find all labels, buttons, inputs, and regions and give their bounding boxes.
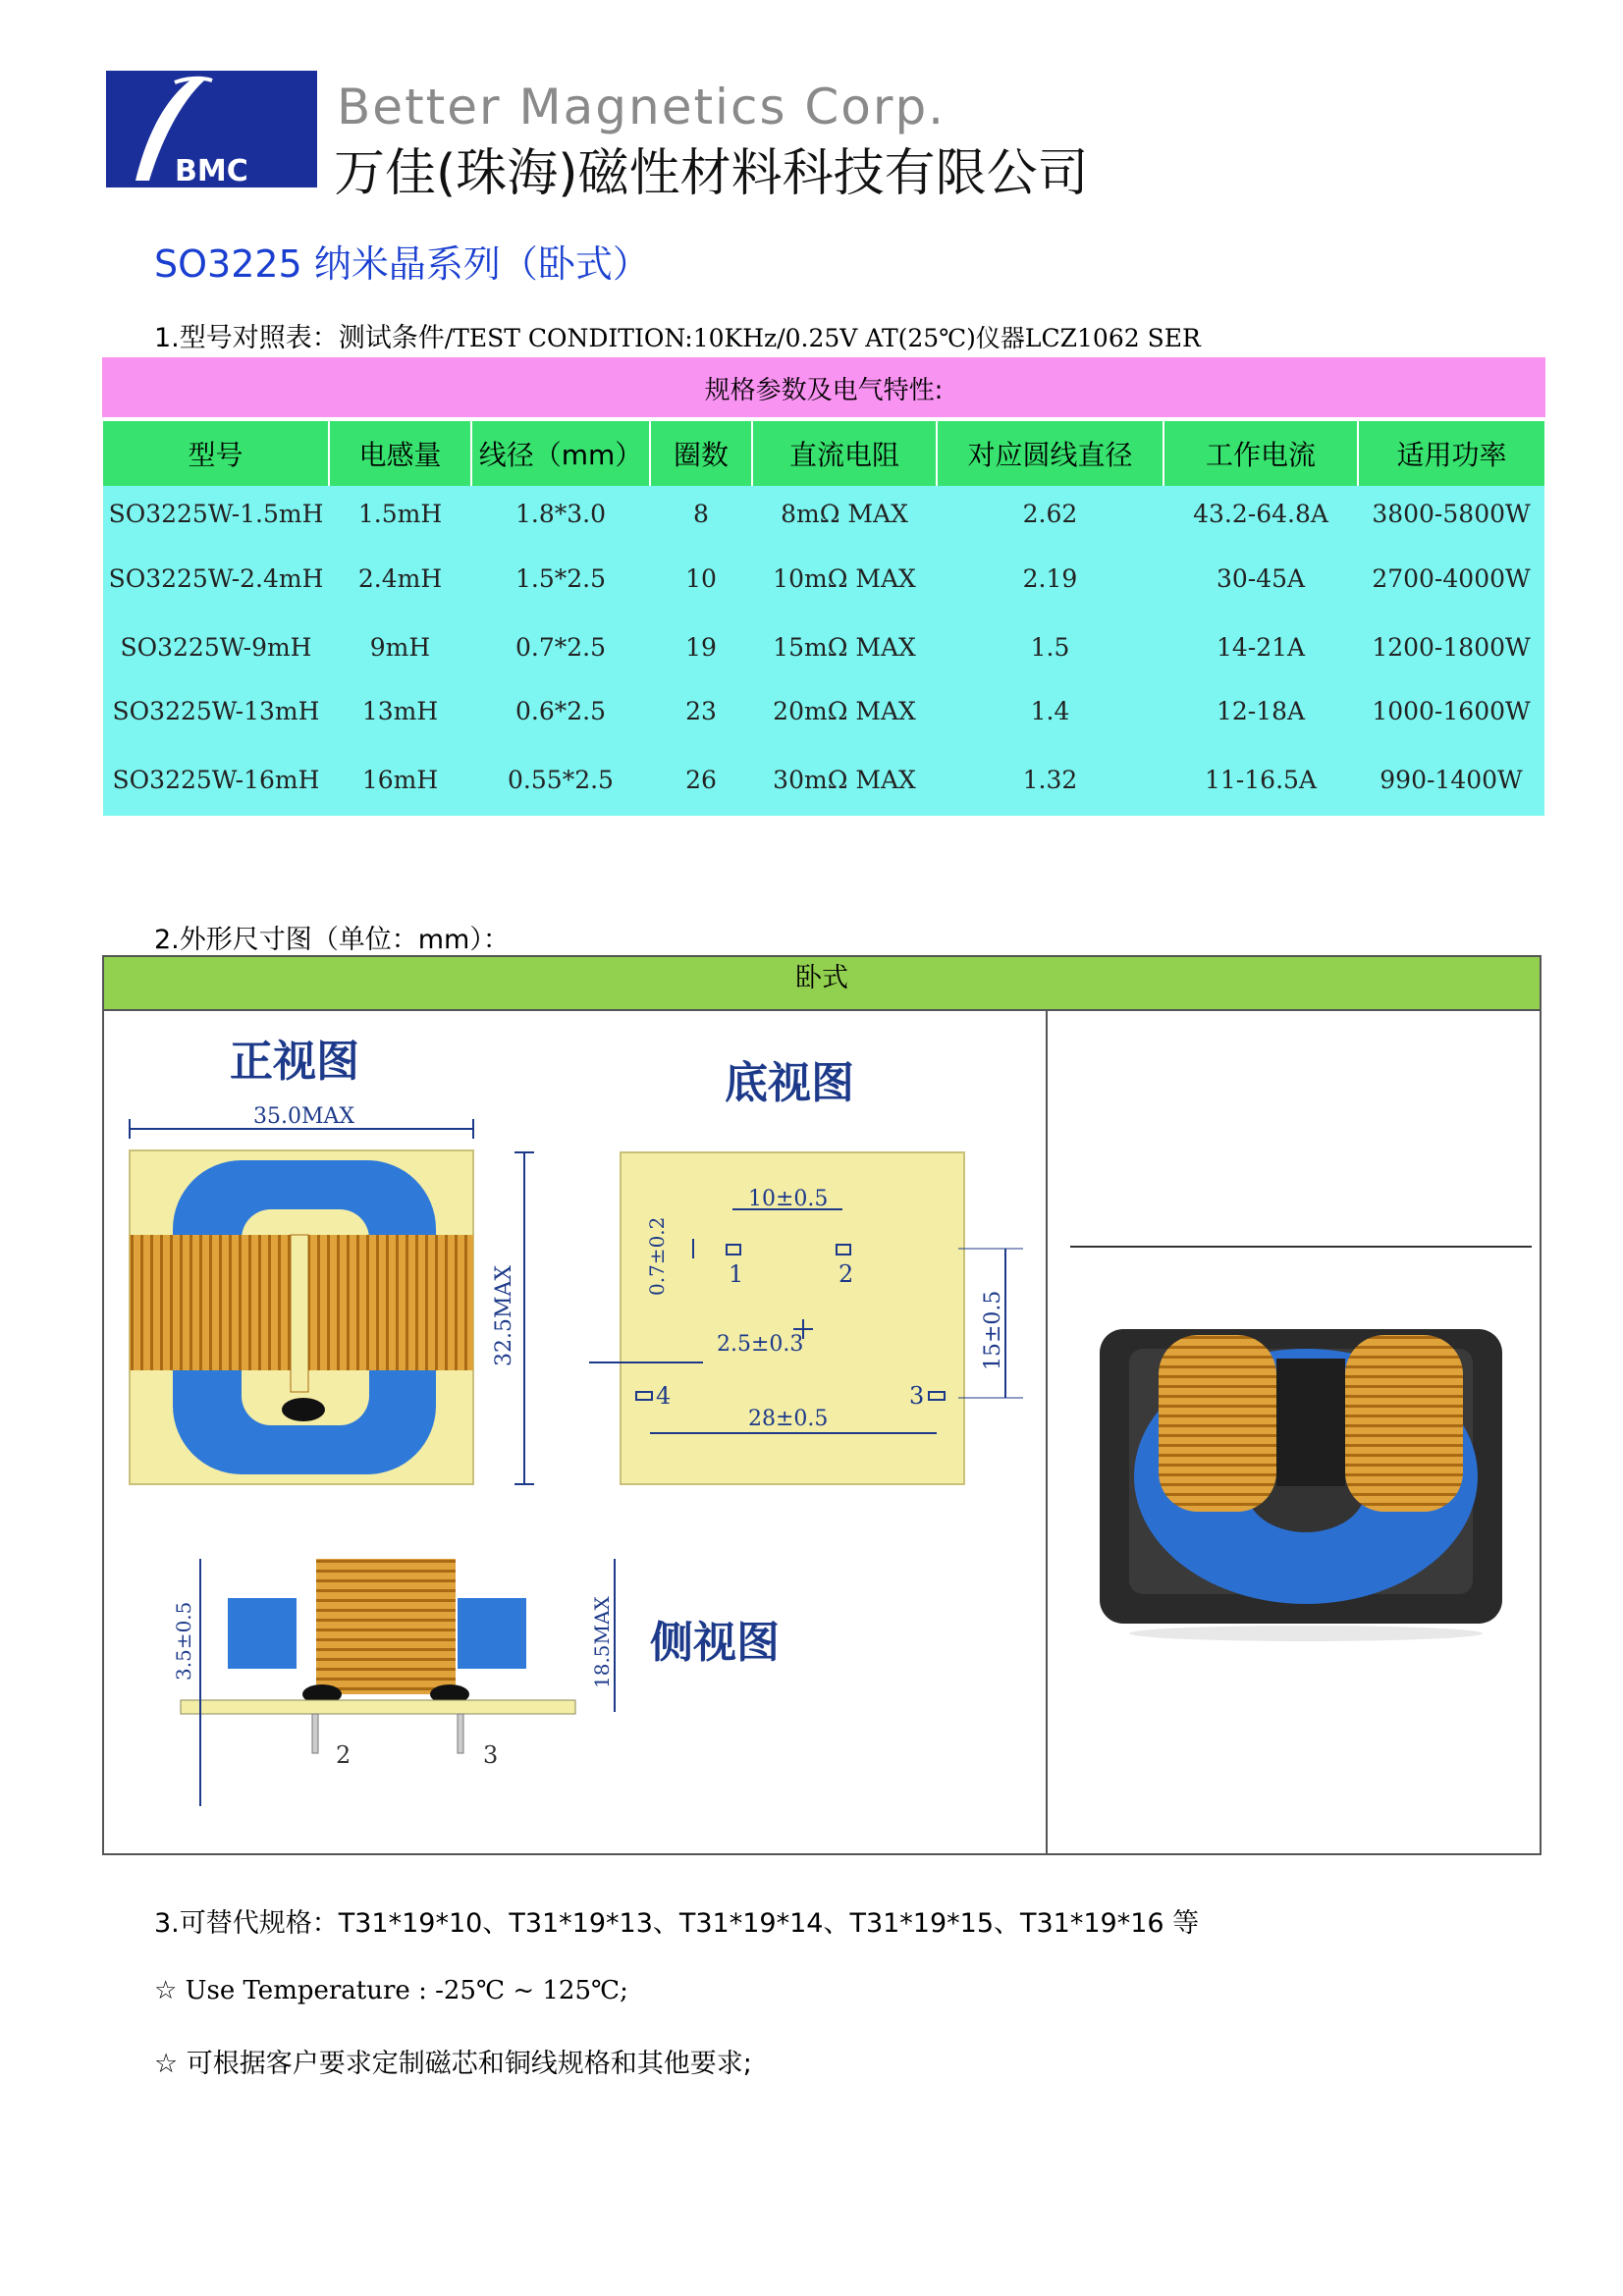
table-cell: 23 xyxy=(650,678,752,743)
table-cell: 15mΩ MAX xyxy=(752,615,937,678)
table-cell: 14-21A xyxy=(1163,615,1358,678)
table-cell: 16mH xyxy=(329,743,471,816)
section-1-label: 1.型号对照表：测试条件 xyxy=(154,323,445,353)
front-view-title: 正视图 xyxy=(230,1037,359,1087)
table-cell: 0.6*2.5 xyxy=(471,678,650,743)
side-pin-2-label: 2 xyxy=(336,1741,352,1769)
table-cell: 1.32 xyxy=(937,743,1163,816)
table-cell: 9mH xyxy=(329,615,471,678)
column-header: 线径（mm） xyxy=(471,419,650,486)
spec-table xyxy=(102,357,1545,816)
table-cell: 990-1400W xyxy=(1358,743,1544,816)
table-cell: 11-16.5A xyxy=(1163,743,1358,816)
table-cell: 30-45A xyxy=(1163,541,1358,615)
note-temperature: ☆ Use Temperature : -25℃ ~ 125℃; xyxy=(154,1976,628,2005)
section-2-heading: 2.外形尺寸图（单位：mm）： xyxy=(154,925,510,955)
note-customization: ☆ 可根据客户要求定制磁芯和铜线规格和其他要求; xyxy=(154,2049,752,2079)
pin-spacing-label: 10±0.5 xyxy=(748,1187,829,1211)
pin-span-label: 28±0.5 xyxy=(748,1407,829,1431)
column-header: 型号 xyxy=(103,419,329,486)
spec-table-header-row xyxy=(103,419,1544,486)
table-cell: SO3225W-1.5mH xyxy=(103,486,329,541)
logo-swoosh-icon xyxy=(106,71,317,187)
table-row xyxy=(103,615,1544,678)
table-cell: 0.7*2.5 xyxy=(471,615,650,678)
product-photo xyxy=(1070,1241,1532,1643)
table-cell: SO3225W-13mH xyxy=(103,678,329,743)
table-cell: 2700-4000W xyxy=(1358,541,1544,615)
table-cell: 8 xyxy=(650,486,752,541)
table-cell: 1000-1600W xyxy=(1358,678,1544,743)
document-title: SO3225 纳米晶系列（卧式） xyxy=(154,242,650,286)
logo-text: BMC xyxy=(175,154,248,187)
spec-table-title: 规格参数及电气特性: xyxy=(103,358,1544,419)
table-cell: 1.5mH xyxy=(329,486,471,541)
table-cell: 1.5 xyxy=(937,615,1163,678)
pin-4-label: 4 xyxy=(656,1382,672,1410)
company-name-cn: 万佳(珠海)磁性材料科技有限公司 xyxy=(334,144,1089,203)
table-cell: SO3225W-9mH xyxy=(103,615,329,678)
column-header: 直流电阻 xyxy=(752,419,937,486)
table-cell: 20mΩ MAX xyxy=(752,678,937,743)
table-cell: 13mH xyxy=(329,678,471,743)
column-header: 工作电流 xyxy=(1163,419,1358,486)
table-cell: 10 xyxy=(650,541,752,615)
section-3-heading: 3.可替代规格：T31*19*10、T31*19*13、T31*19*14、T31*19*15、T31*19*16 等 xyxy=(154,1908,1200,1939)
dimension-table-divider xyxy=(1046,1011,1048,1853)
test-condition: /TEST CONDITION:10KHz/0.25V AT(25℃)仪器LCZ1062 SER xyxy=(444,324,1201,352)
table-cell: 2.19 xyxy=(937,541,1163,615)
front-height-label: 32.5MAX xyxy=(492,1264,516,1366)
side-pin-3-label: 3 xyxy=(483,1741,499,1769)
pin-2-label: 2 xyxy=(839,1260,854,1288)
table-cell: 8mΩ MAX xyxy=(752,486,937,541)
table-cell: 26 xyxy=(650,743,752,816)
side-pin-length-label: 3.5±0.5 xyxy=(172,1601,195,1681)
pin-pitch-label: 15±0.5 xyxy=(981,1290,1005,1370)
offset-label: 2.5±0.3 xyxy=(717,1332,804,1357)
pin-1-label: 1 xyxy=(729,1260,744,1288)
table-cell: SO3225W-16mH xyxy=(103,743,329,816)
table-cell: 1.8*3.0 xyxy=(471,486,650,541)
table-cell: 0.55*2.5 xyxy=(471,743,650,816)
column-header: 对应圆线直径 xyxy=(937,419,1163,486)
table-row xyxy=(103,678,1544,743)
bottom-view-title: 底视图 xyxy=(725,1058,854,1108)
table-cell: 2.4mH xyxy=(329,541,471,615)
front-width-label: 35.0MAX xyxy=(253,1104,355,1129)
table-cell: 2.62 xyxy=(937,486,1163,541)
side-height-label: 18.5MAX xyxy=(590,1596,614,1688)
table-cell: 1.4 xyxy=(937,678,1163,743)
table-cell: SO3225W-2.4mH xyxy=(103,541,329,615)
dimension-drawing xyxy=(104,1013,1045,1852)
company-name-en: Better Magnetics Corp. xyxy=(337,79,947,135)
table-row xyxy=(103,743,1544,816)
spec-table-title-row xyxy=(103,358,1544,419)
column-header: 电感量 xyxy=(329,419,471,486)
column-header: 适用功率 xyxy=(1358,419,1544,486)
table-row xyxy=(103,541,1544,615)
company-logo xyxy=(106,71,317,187)
table-cell: 1.5*2.5 xyxy=(471,541,650,615)
section-1-heading xyxy=(154,316,1201,354)
table-cell: 12-18A xyxy=(1163,678,1358,743)
table-cell: 10mΩ MAX xyxy=(752,541,937,615)
side-view-title: 侧视图 xyxy=(650,1618,780,1668)
dimension-table-header: 卧式 xyxy=(104,957,1540,1011)
pin-3-label: 3 xyxy=(909,1382,925,1410)
table-cell: 30mΩ MAX xyxy=(752,743,937,816)
pad-size-label: 0.7±0.2 xyxy=(645,1216,669,1296)
table-cell: 43.2-64.8A xyxy=(1163,486,1358,541)
table-cell: 19 xyxy=(650,615,752,678)
table-cell: 3800-5800W xyxy=(1358,486,1544,541)
table-row xyxy=(103,486,1544,541)
table-cell: 1200-1800W xyxy=(1358,615,1544,678)
column-header: 圈数 xyxy=(650,419,752,486)
